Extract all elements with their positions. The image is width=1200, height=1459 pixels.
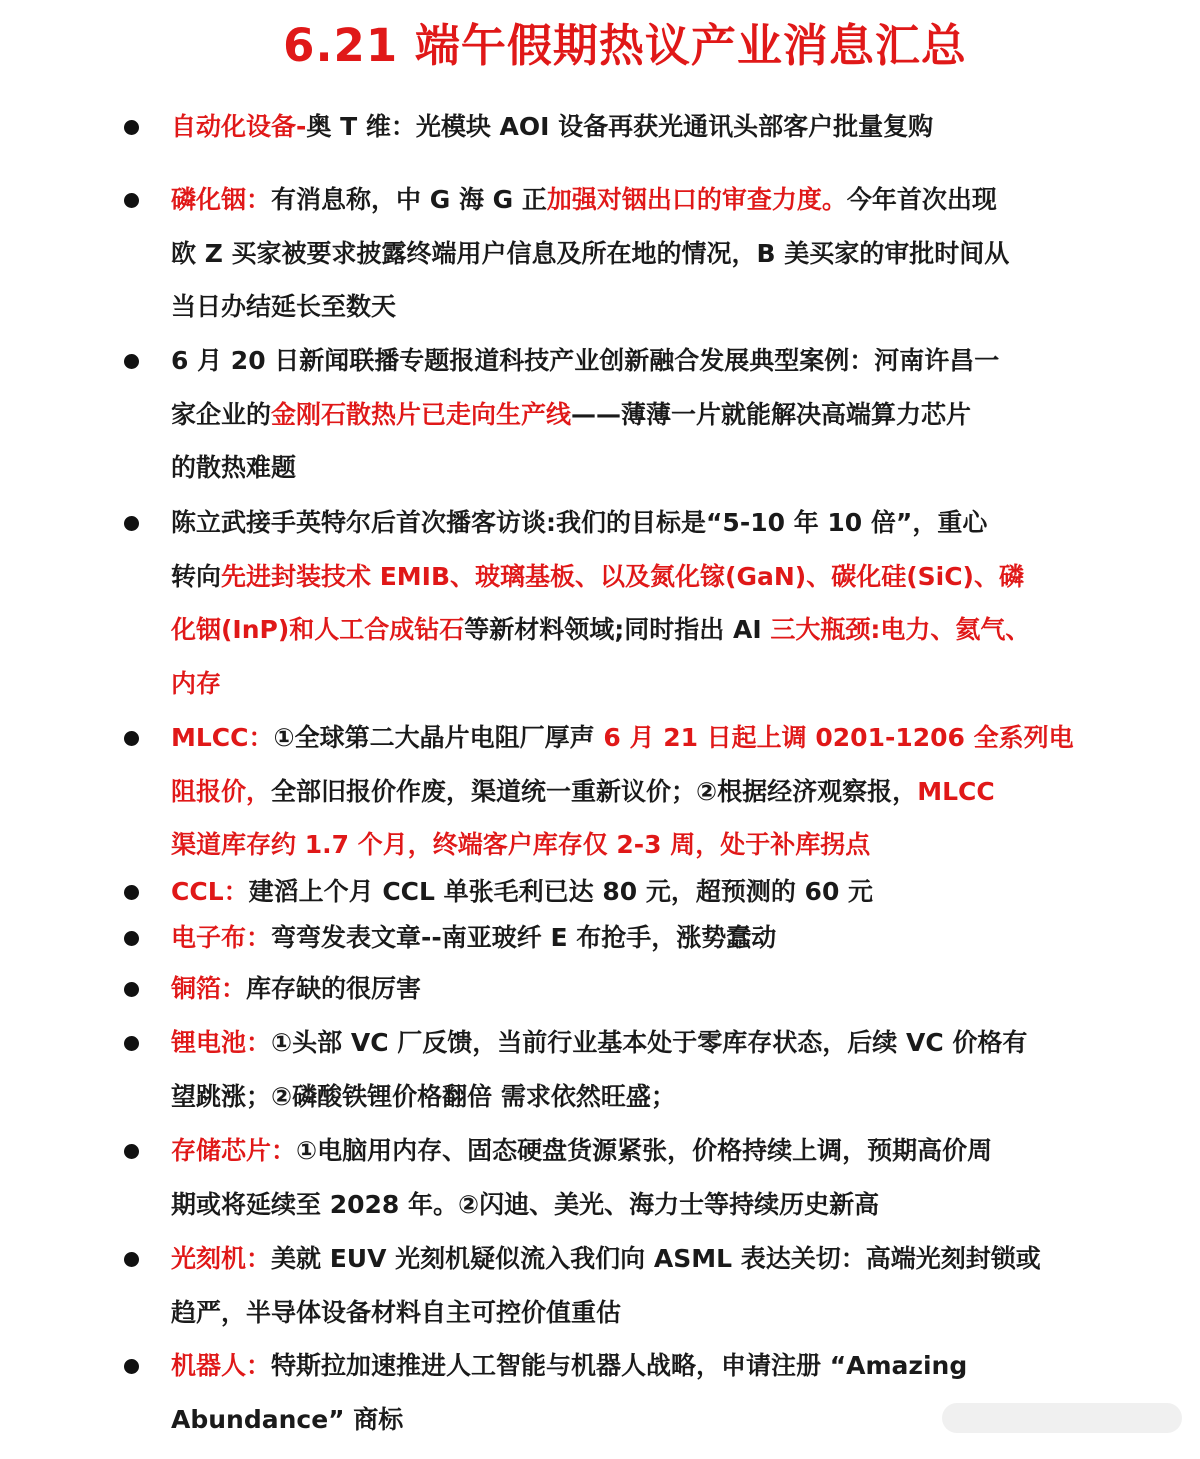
bullet-dot-icon: [124, 885, 139, 900]
body-text: ①头部 VC 厂反馈，当前行业基本处于零库存状态，后续 VC 价格有: [271, 1028, 1028, 1057]
list-item-text: [171, 334, 1089, 495]
text-line: [171, 1232, 1089, 1286]
highlight-text: 6 月 21 日起上调 0201-1206 全系列电: [603, 723, 1074, 752]
body-text: 6 月 20 日新闻联播专题报道科技产业创新融合发展典型案例：河南许昌一: [171, 346, 1000, 375]
list-item-text: [171, 962, 1089, 1016]
bullet-dot-icon: [124, 1036, 139, 1051]
highlight-text: MLCC：: [171, 723, 274, 752]
body-text: 有消息称，中 G 海 G 正: [271, 185, 547, 214]
text-line: [171, 496, 1089, 550]
body-text: ①电脑用内存、固态硬盘货源紧张，价格持续上调，预期高价周: [296, 1136, 993, 1165]
highlight-text: MLCC: [917, 776, 995, 806]
bullet-dot-icon: [124, 1144, 139, 1159]
body-text: 建滔上个月 CCL 单张毛利已达 80 元，超预测的 60 元: [248, 877, 874, 906]
highlight-text: 渠道库存约 1.7 个月，终端客户库存仅 2-3 周，处于补库拐点: [171, 830, 871, 859]
text-line: [171, 765, 1089, 819]
text-line: [171, 227, 1089, 281]
body-text: 弯弯发表文章--南亚玻纤 E 布抢手，涨势蠢动: [271, 923, 777, 952]
list-item-text: [171, 1232, 1089, 1339]
body-text: 家企业的: [171, 399, 272, 429]
highlight-text: 铜箔：: [171, 974, 247, 1003]
text-line: [171, 334, 1089, 388]
list-item-text: [171, 100, 1089, 154]
highlight-text: 电子布：: [171, 923, 272, 952]
body-text: ①全球第二大晶片电阻厂厚声: [273, 723, 604, 752]
text-line: [171, 818, 1089, 872]
highlight-text: 光刻机：: [171, 1244, 272, 1273]
text-line: [171, 550, 1089, 604]
highlight-text: 存储芯片：: [171, 1136, 297, 1165]
list-item-text: [171, 711, 1089, 872]
bullet-dot-icon: [124, 120, 139, 135]
watermark-badge: [942, 1403, 1182, 1433]
highlight-text: 自动化设备-: [171, 112, 307, 141]
body-text: 转向: [171, 561, 222, 591]
list-item-text: [171, 1124, 1089, 1231]
text-line: [171, 1124, 1089, 1178]
page-title: 6.21 端午假期热议产业消息汇总: [283, 19, 967, 72]
body-text: 美就 EUV 光刻机疑似流入我们向 ASML 表达关切：高端光刻封锁或: [271, 1244, 1041, 1273]
text-line: [171, 100, 1089, 154]
highlight-text: 三大瓶颈:电力、氦气、: [770, 615, 1031, 644]
text-line: [171, 911, 1089, 965]
highlight-text: 阻报价，: [171, 776, 272, 806]
list-item-text: [171, 1016, 1089, 1123]
body-text: 当日办结延长至数天: [171, 292, 397, 321]
list-item-text: [171, 496, 1089, 710]
highlight-text: 磷化铟：: [171, 185, 272, 214]
body-text: 特斯拉加速推进人工智能与机器人战略，申请注册 “Amazing: [271, 1351, 968, 1380]
list-item-text: [171, 173, 1089, 334]
body-text: 的散热难题: [171, 453, 297, 482]
highlight-text: 加强对铟出口的审查力度。: [546, 185, 847, 214]
body-text: 陈立武接手英特尔后首次播客访谈:我们的目标是“5-10 年 10 倍”，重心: [171, 508, 988, 537]
text-line: [171, 603, 1089, 657]
bullet-dot-icon: [124, 982, 139, 997]
bullet-dot-icon: [124, 1252, 139, 1267]
bullet-dot-icon: [124, 516, 139, 531]
body-text: 望跳涨；②磷酸铁锂价格翻倍 需求依然旺盛；: [171, 1081, 676, 1111]
highlight-text: 化铟(InP)和人工合成钻石: [171, 615, 465, 644]
body-text: 奥 T 维：光模块 AOI 设备再获光通讯头部客户批量复购: [306, 112, 934, 141]
body-text: 库存缺的很厉害: [246, 974, 422, 1003]
text-line: [171, 280, 1089, 334]
text-line: [171, 1286, 1089, 1340]
body-text: Abundance” 商标: [171, 1404, 404, 1434]
bullet-dot-icon: [124, 731, 139, 746]
highlight-text: 锂电池：: [171, 1028, 272, 1057]
text-line: [171, 173, 1089, 227]
body-text: 全部旧报价作废，渠道统一重新议价；②根据经济观察报，: [271, 776, 918, 806]
text-line: [171, 388, 1089, 442]
list-item-text: [171, 911, 1089, 965]
highlight-text: CCL：: [171, 877, 249, 906]
text-line: [171, 1070, 1089, 1124]
highlight-text: 先进封装技术 EMIB、玻璃基板、以及氮化镓(GaN)、碳化硅(SiC)、磷: [221, 561, 1024, 591]
body-text: 欧 Z 买家被要求披露终端用户信息及所在地的情况，B 美买家的审批时间从: [171, 238, 1010, 268]
text-line: [171, 1339, 1089, 1393]
body-text: ——薄薄一片就能解决高端算力芯片: [571, 399, 972, 429]
bullet-dot-icon: [124, 354, 139, 369]
highlight-text: 金刚石散热片已走向生产线: [271, 399, 572, 429]
text-line: [171, 962, 1089, 1016]
bullet-dot-icon: [124, 193, 139, 208]
body-text: 等新材料领域;同时指出 AI: [464, 615, 771, 644]
body-text: 今年首次出现: [846, 185, 997, 214]
text-line: [171, 711, 1089, 765]
text-line: [171, 1016, 1089, 1070]
body-text: 趋严，半导体设备材料自主可控价值重估: [171, 1297, 622, 1327]
body-text: 期或将延续至 2028 年。②闪迪、美光、海力士等持续历史新高: [171, 1189, 880, 1219]
bullet-dot-icon: [124, 931, 139, 946]
highlight-text: 内存: [171, 668, 222, 698]
text-line: [171, 441, 1089, 495]
text-line: [171, 1178, 1089, 1232]
highlight-text: 机器人：: [171, 1351, 272, 1380]
bullet-dot-icon: [124, 1359, 139, 1374]
text-line: [171, 657, 1089, 711]
